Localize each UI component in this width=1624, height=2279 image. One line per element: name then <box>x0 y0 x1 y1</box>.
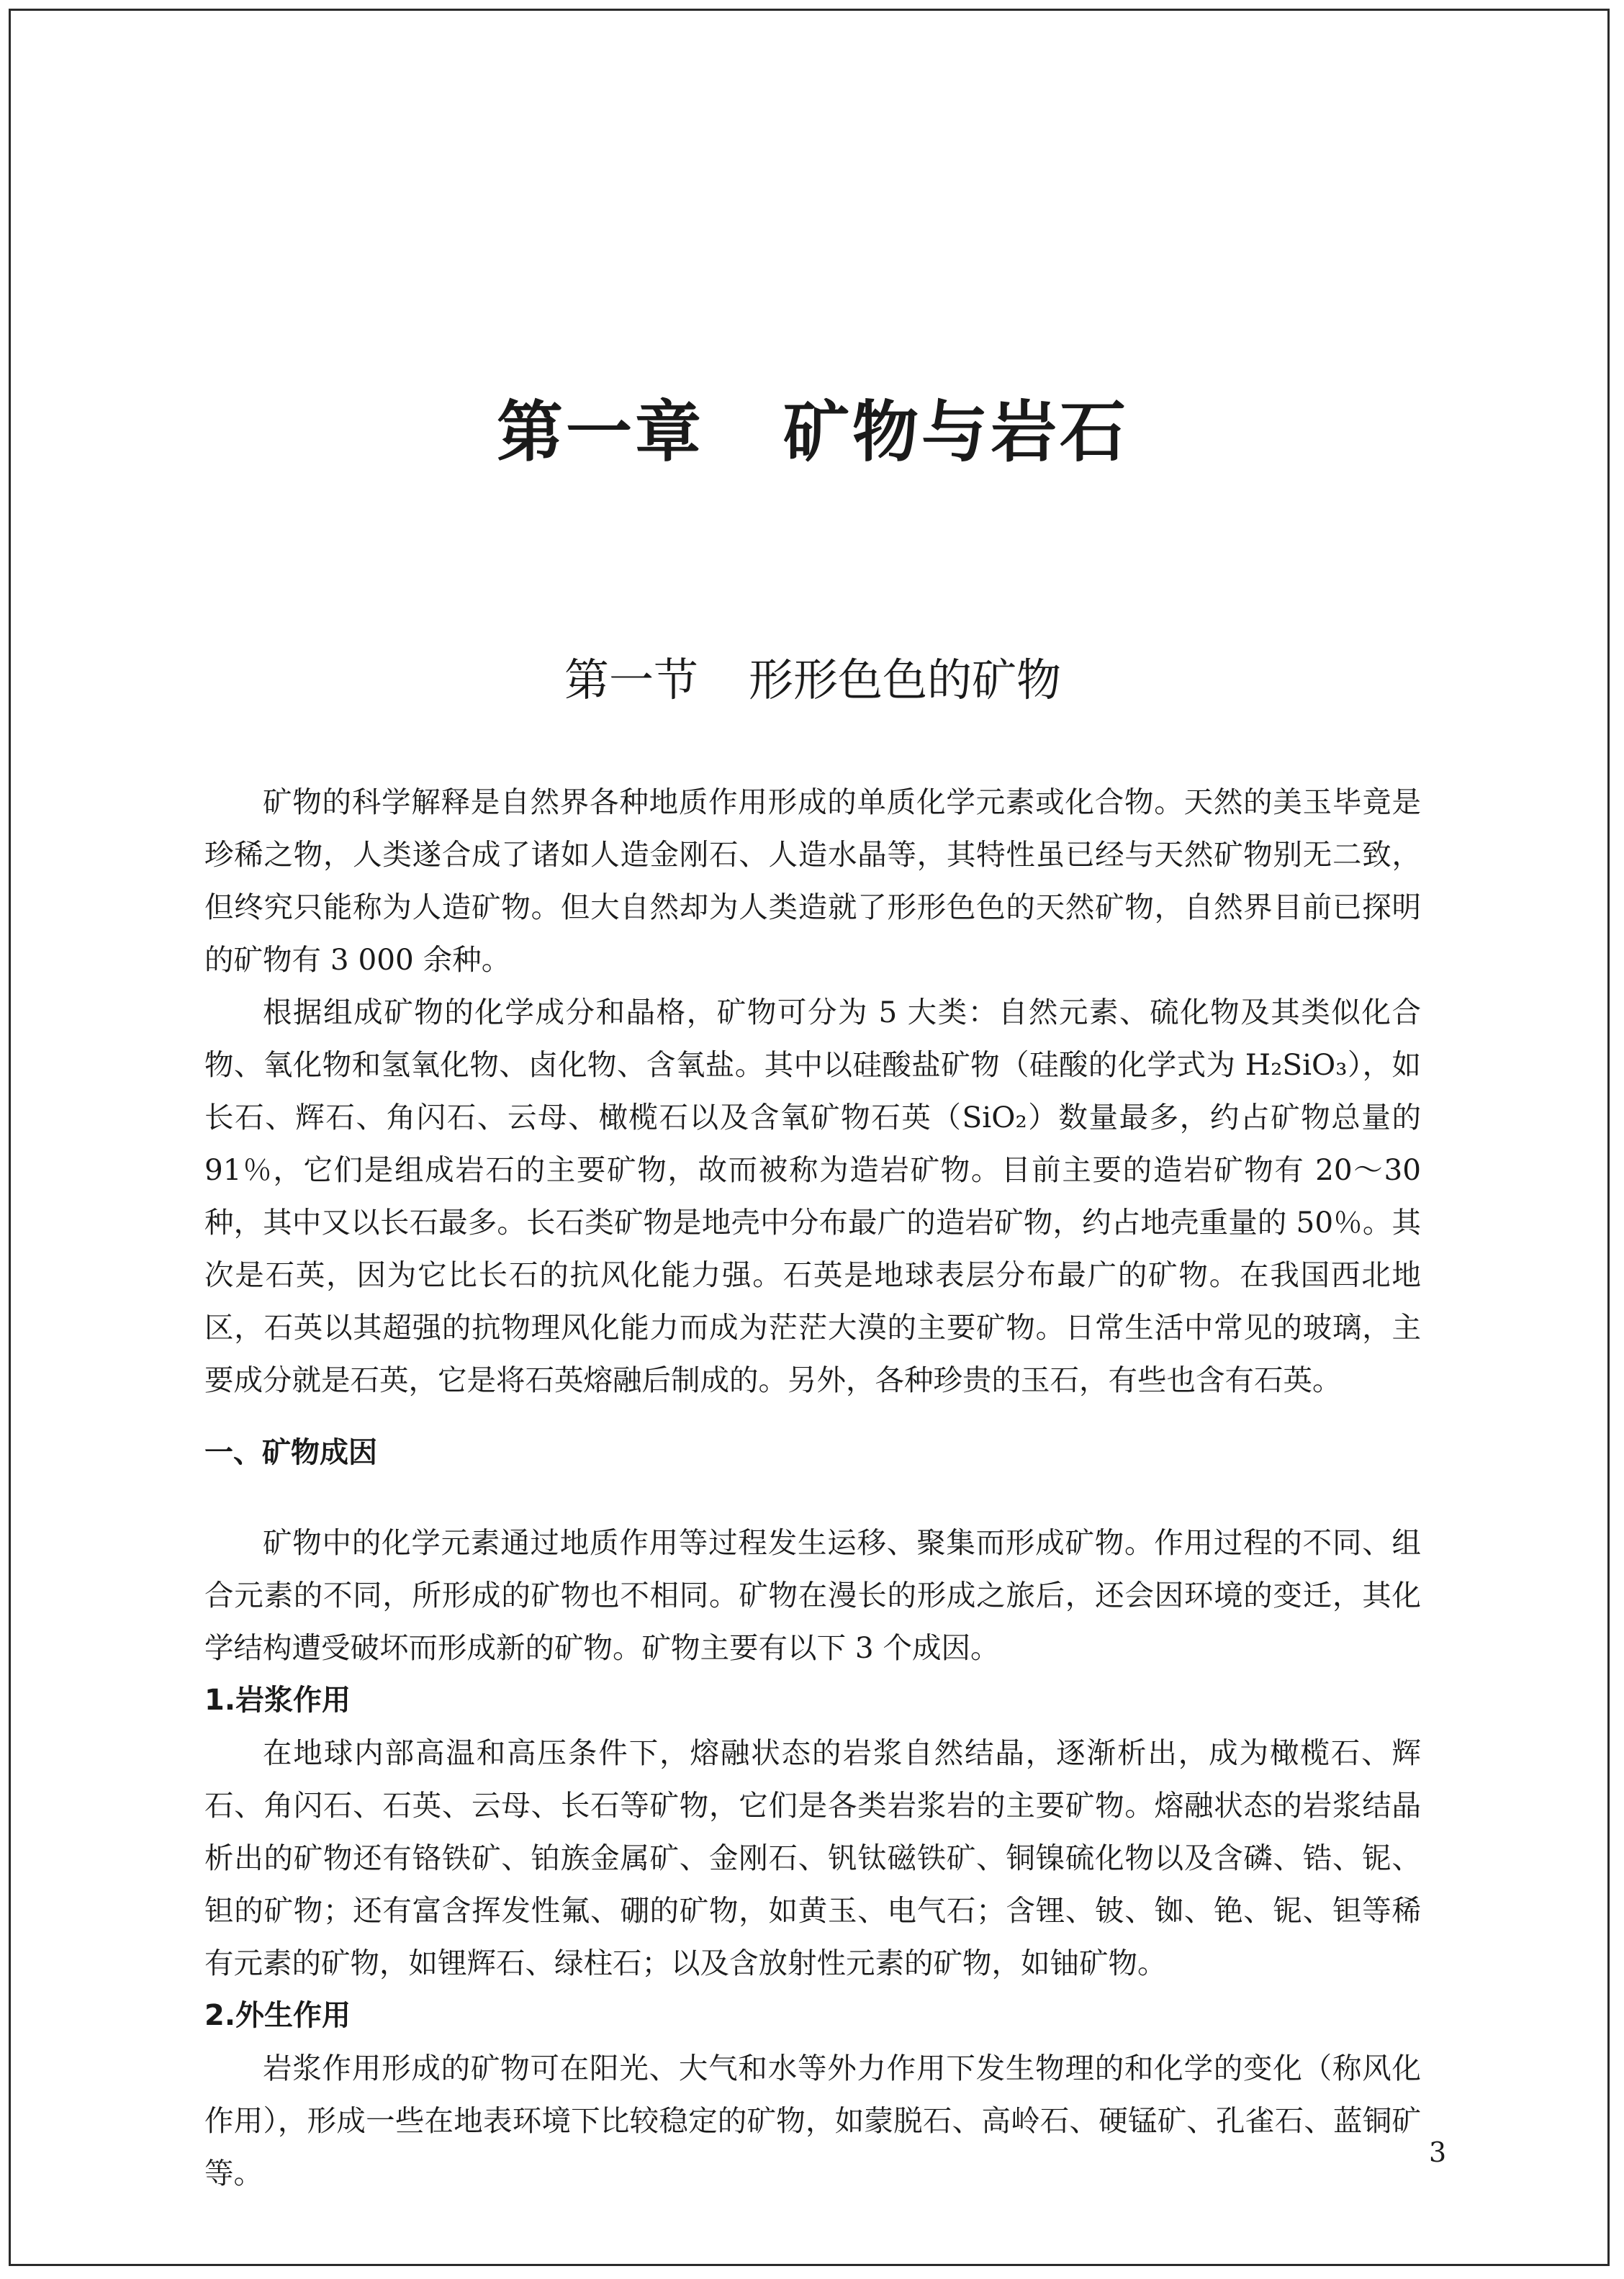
page-number: 3 <box>1429 2136 1447 2168</box>
intro-paragraph-2: 根据组成矿物的化学成分和晶格，矿物可分为 5 大类：自然元素、硫化物及其类似化合物、氧化物和氢氧化物、卤化物、含氧盐。其中以硅酸盐矿物（硅酸的化学式为 H₂SiO₃），如长石、辉石、角闪石、云母、橄榄石以及含氧矿物石英（SiO₂）数量最多，约占矿物总量的 91％，它们是组成岩石的主要矿物，故而被称为造岩矿物。目前主要的造岩矿物有 20～30 种，其中又以长石最多。长石类矿物是地壳中分布最广的造岩矿物，约占地壳重量的 50％。其次是石英，因为它比长石的抗风化能力强。石英是地球表层分布最广的矿物。在我国西北地区，石英以其超强的抗物理风化能力而成为茫茫大漠的主要矿物。日常生活中常见的玻璃，主要成分就是石英，它是将石英熔融后制成的。另外，各种珍贵的玉石，有些也含有石英。 <box>204 995 1421 1397</box>
chapter-name: 矿物与岩石 <box>783 393 1129 471</box>
item-heading-magmatic: 1.岩浆作用 <box>204 1684 351 1717</box>
intro-paragraph-1: 矿物的科学解释是自然界各种地质作用形成的单质化学元素或化合物。天然的美玉毕竟是珍稀之物，人类遂合成了诸如人造金刚石、人造水晶等，其特性虽已经与天然矿物别无二致，但终究只能称为人造矿物。但大自然却为人类造就了形形色色的天然矿物，自然界目前已探明的矿物有 3 000 余种。 <box>204 785 1421 977</box>
chapter-number: 第一章 <box>496 393 704 471</box>
section-name: 形形色色的矿物 <box>749 654 1062 706</box>
subsection-heading-mineral-genesis: 一、矿物成因 <box>204 1436 377 1469</box>
chapter-title <box>204 389 1421 475</box>
section-number: 第一节 <box>564 654 698 706</box>
subsection-paragraph: 矿物中的化学元素通过地质作用等过程发生运移、聚集而形成矿物。作用过程的不同、组合元素的不同，所形成的矿物也不相同。矿物在漫长的形成之旅后，还会因环境的变迁，其化学结构遭受破坏而形成新的矿物。矿物主要有以下 3 个成因。 <box>204 1525 1421 1665</box>
item-heading-exogenic: 2.外生作用 <box>204 1999 351 2032</box>
section-title <box>204 651 1421 709</box>
item-paragraph-magmatic: 在地球内部高温和高压条件下，熔融状态的岩浆自然结晶，逐渐析出，成为橄榄石、辉石、角闪石、石英、云母、长石等矿物，它们是各类岩浆岩的主要矿物。熔融状态的岩浆结晶析出的矿物还有铬铁矿、铂族金属矿、金刚石、钒钛磁铁矿、铜镍硫化物以及含磷、锆、铌、钽的矿物；还有富含挥发性氟、硼的矿物，如黄玉、电气石；含锂、铍、铷、铯、铌、钽等稀有元素的矿物，如锂辉石、绿柱石；以及含放射性元素的矿物，如铀矿物。 <box>204 1736 1421 1980</box>
body-text <box>204 776 1421 2200</box>
item-paragraph-exogenic: 岩浆作用形成的矿物可在阳光、大气和水等外力作用下发生物理的和化学的变化（称风化作用），形成一些在地表环境下比较稳定的矿物，如蒙脱石、高岭石、硬锰矿、孔雀石、蓝铜矿等。 <box>204 2051 1421 2190</box>
